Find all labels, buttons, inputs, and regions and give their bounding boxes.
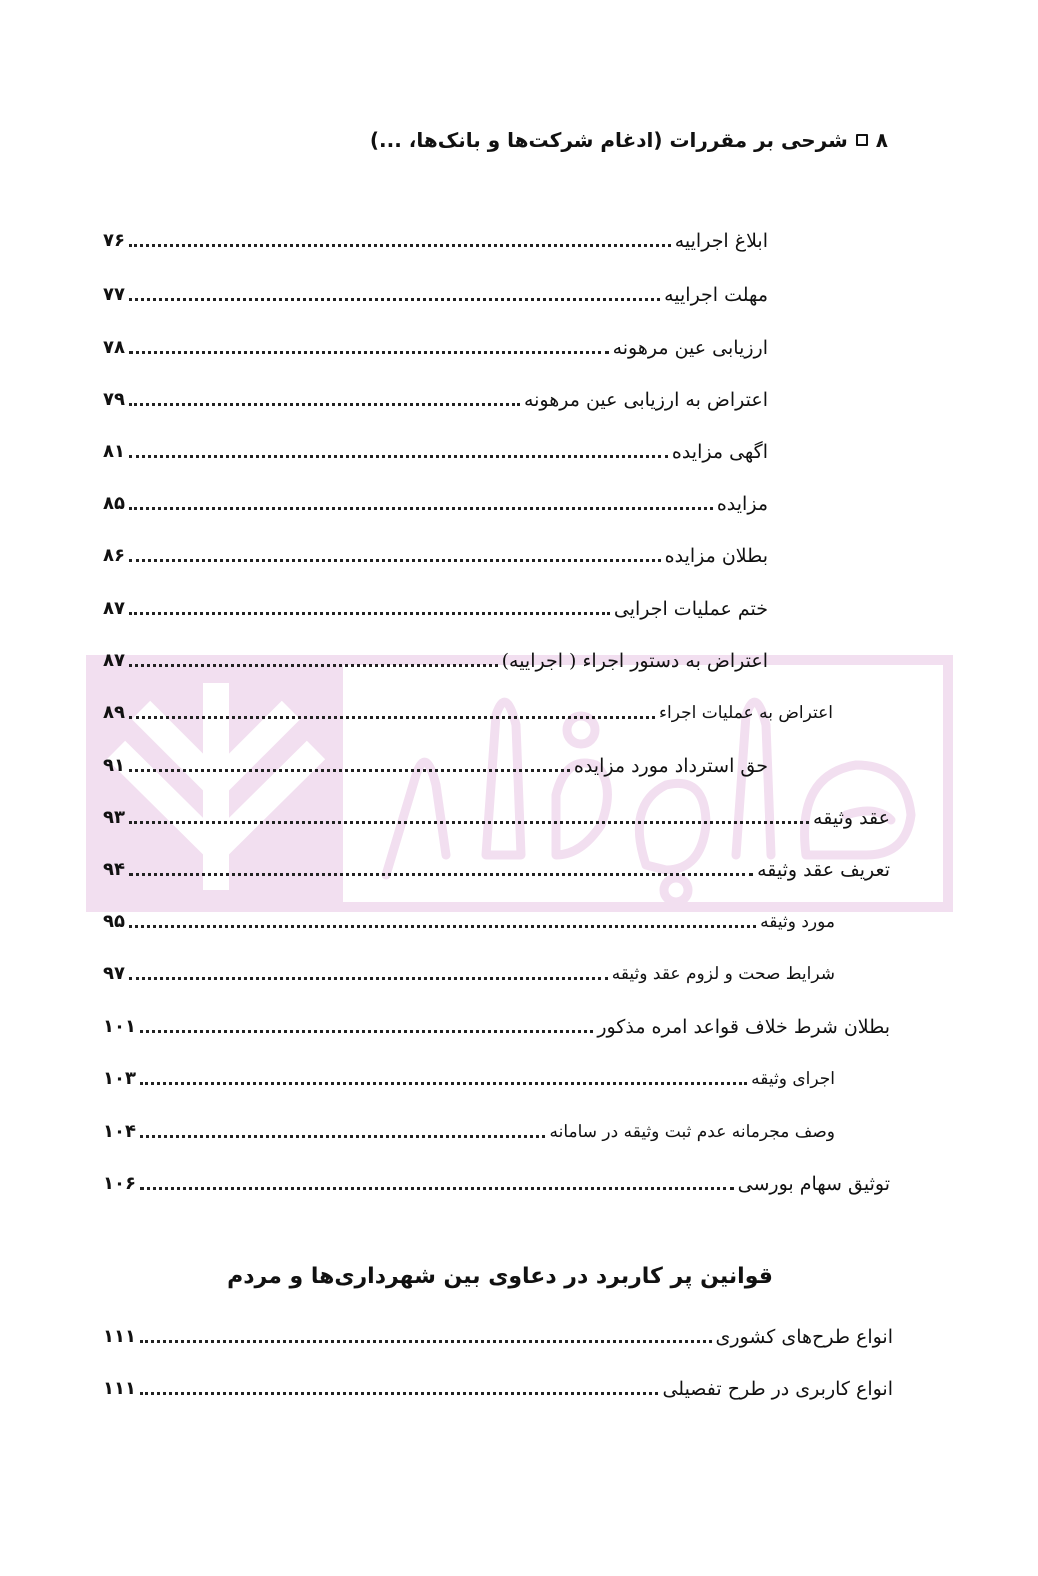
dot-leader [129, 298, 660, 301]
toc-entry-page: ۱۰۳ [103, 1068, 136, 1089]
dot-leader [140, 1135, 546, 1138]
toc-entry-title: مهلت اجراییه [664, 284, 768, 306]
toc-entry-title: عقد وثیقه [813, 807, 890, 829]
toc-entry-title: انواع طرح‌های کشوری [715, 1326, 893, 1348]
toc-entry[interactable] [103, 698, 833, 728]
toc-entry[interactable] [103, 907, 835, 937]
toc-entry[interactable] [103, 855, 890, 885]
toc-entry-page: ۷۶ [103, 230, 125, 251]
toc-entry[interactable] [103, 541, 768, 571]
dot-leader [140, 1030, 593, 1033]
dot-leader [129, 664, 498, 667]
toc-entry-title: مزایده [716, 493, 768, 515]
toc-entry[interactable] [103, 280, 768, 310]
toc-entry[interactable] [103, 646, 768, 676]
toc-entry-title: اعتراض به ارزیابی عین مرهونه [523, 389, 768, 411]
dot-leader [140, 1340, 712, 1343]
dot-leader [140, 1187, 734, 1190]
toc-entry-page: ۱۱۱ [103, 1326, 136, 1347]
dot-leader [129, 351, 609, 354]
toc-entry-title: تعریف عقد وثیقه [757, 859, 890, 881]
dot-leader [129, 612, 610, 615]
toc-entry[interactable] [103, 437, 768, 467]
dot-leader [140, 1082, 747, 1085]
toc-entry-page: ۹۵ [103, 911, 125, 932]
toc-entry-title: مورد وثیقه [760, 912, 835, 932]
dot-leader [129, 925, 756, 928]
toc-entry-page: ۸۵ [103, 493, 125, 514]
dot-leader [129, 716, 655, 719]
toc-entry-page: ۸۷ [103, 598, 125, 619]
toc-entry-page: ۹۱ [103, 755, 125, 776]
toc-entry-title: توثیق سهام بورسی [737, 1173, 890, 1195]
dot-leader [129, 977, 608, 980]
running-title: شرحی بر مقررات (ادغام شرکت‌ها و بانک‌ها، ...) [369, 128, 848, 152]
toc-entry-title: ختم عملیات اجرایی [613, 598, 768, 620]
toc-entry-title: اگهی مزایده [671, 441, 768, 463]
toc-entry[interactable] [103, 803, 890, 833]
toc-entry-title: ابلاغ اجراییه [674, 230, 768, 252]
dot-leader [129, 821, 809, 824]
dot-leader [129, 455, 668, 458]
dot-leader [140, 1392, 658, 1395]
page-number: ۸ [875, 128, 888, 152]
dot-leader [129, 559, 661, 562]
toc-entry[interactable] [103, 226, 768, 256]
running-header [370, 128, 888, 152]
toc-entry[interactable] [103, 1374, 893, 1404]
toc-entry-title: اعتراض به دستور اجراء ( اجراییه) [501, 650, 768, 672]
toc-entry[interactable] [103, 1117, 835, 1147]
toc-entry-page: ۷۹ [103, 389, 125, 410]
toc-entry[interactable] [103, 1322, 893, 1352]
toc-entry-page: ۱۰۱ [103, 1016, 136, 1037]
toc-entry-page: ۱۰۴ [103, 1121, 136, 1142]
toc-entry[interactable] [103, 1064, 835, 1094]
toc-entry[interactable] [103, 751, 768, 781]
toc-entry-page: ۸۶ [103, 545, 125, 566]
dot-leader [129, 873, 753, 876]
toc-entry-page: ۷۸ [103, 337, 125, 358]
toc-entry-title: انواع کاربری در طرح تفصیلی [662, 1378, 893, 1400]
toc-entry-title: شرایط صحت و لزوم عقد وثیقه [611, 964, 835, 984]
toc-entry-title: بطلان مزایده [664, 545, 768, 567]
dot-leader [129, 244, 671, 247]
toc-entry-title: وصف مجرمانه عدم ثبت وثیقه در سامانه [549, 1122, 835, 1142]
toc-entry-page: ۸۱ [103, 441, 125, 462]
toc-entry-page: ۱۱۱ [103, 1378, 136, 1399]
toc-entry-page: ۸۹ [103, 702, 125, 723]
toc-entry-page: ۸۷ [103, 650, 125, 671]
toc-entry-title: ارزیابی عین مرهونه [612, 337, 768, 359]
toc-entry[interactable] [103, 594, 768, 624]
toc-entry-title: بطلان شرط خلاف قواعد امره مذکور [597, 1016, 890, 1038]
toc-entry[interactable] [103, 1169, 890, 1199]
square-box-icon [856, 134, 868, 146]
toc-entry-page: ۷۷ [103, 284, 125, 305]
toc-entry[interactable] [103, 959, 835, 989]
dot-leader [129, 769, 570, 772]
toc-entry-page: ۱۰۶ [103, 1173, 136, 1194]
toc-entry-title: اعتراض به عملیات اجراء [659, 703, 833, 723]
toc-entry-page: ۹۴ [103, 859, 125, 880]
toc-entry-title: حق استرداد مورد مزایده [573, 755, 768, 777]
dot-leader [129, 403, 520, 406]
toc-entry-title: اجرای وثیقه [751, 1069, 835, 1089]
toc-entry-page: ۹۷ [103, 963, 125, 984]
section-heading: قوانین پر کاربرد در دعاوی بین شهرداری‌ها و مردم [227, 1264, 773, 1289]
toc-entry[interactable] [103, 385, 768, 415]
dot-leader [129, 507, 713, 510]
toc-entry[interactable] [103, 1012, 890, 1042]
toc-entry[interactable] [103, 489, 768, 519]
toc-entry[interactable] [103, 333, 768, 363]
toc-entry-page: ۹۳ [103, 807, 125, 828]
